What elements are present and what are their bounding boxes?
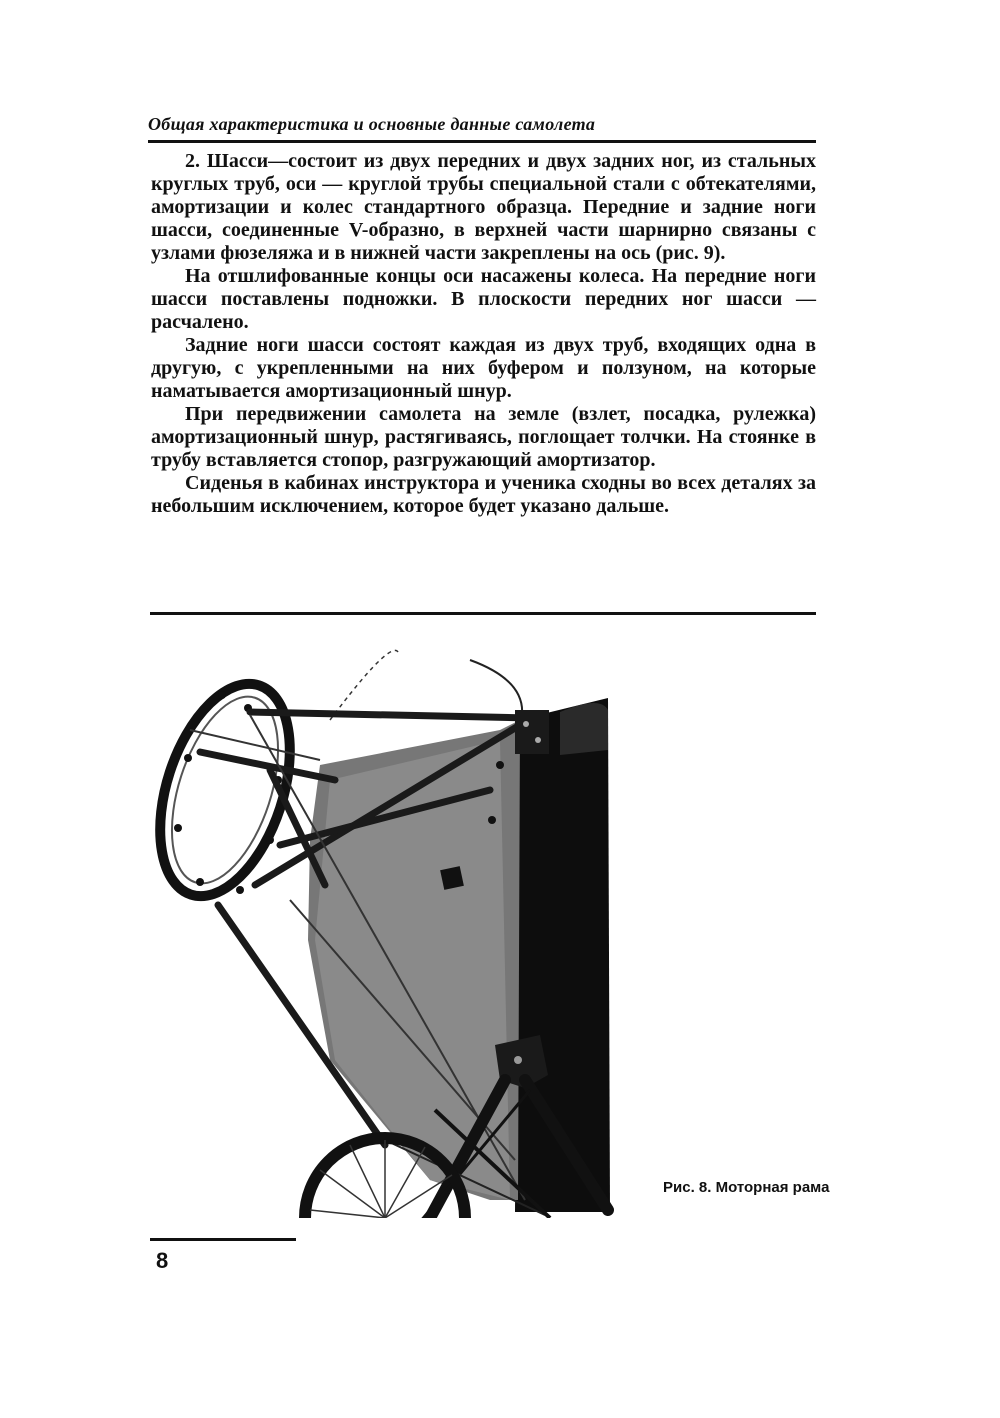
running-title: Общая характеристика и основные данные самолета (148, 114, 596, 134)
figure-caption: Рис. 8. Моторная рама (663, 1179, 830, 1196)
paragraph-axle: На отшлифованные концы оси насажены колеса. На передние ноги шасси поставлены подножки. В плоскости передних ног шасси — расчалено. (151, 265, 816, 333)
paragraph-seats: Сиденья в кабинах инструктора и ученика сходны во всех деталях за небольшим исключением, которое будет указано дальше. (151, 472, 816, 517)
section-rule (150, 612, 816, 615)
footer-rule (150, 1238, 296, 1241)
paragraph-ground-movement: При передвижении самолета на земле (взлет, посадка, рулежка) амортизационный шнур, растягиваясь, поглощает толчки. На стоянке в трубу вставляется стопор, разгружающий амортизатор. (151, 403, 816, 471)
paragraph-rear-legs: Задние ноги шасси состоят каждая из двух труб, входящих одна в другую, с укрепленными на них буфером и ползуном, на которые наматывается амортизационный шнур. (151, 334, 816, 402)
paragraph-chassis: 2. Шасси—состоит из двух передних и двух задних ног, из стальных круглых труб, оси — круглой трубы специальной стали с обтекателями, амортизации и колес стандартного образца. Передние и задние ноги шасси, соединенные V-образно, в верхней части шарнирно связаны с узлами фюзеляжа и в нижней части закреплены на ось (рис. 9). (151, 150, 816, 264)
body-text (151, 150, 816, 518)
header-rule (148, 140, 816, 143)
engine-mount-photo (130, 640, 615, 1218)
page-number: 8 (156, 1248, 169, 1273)
